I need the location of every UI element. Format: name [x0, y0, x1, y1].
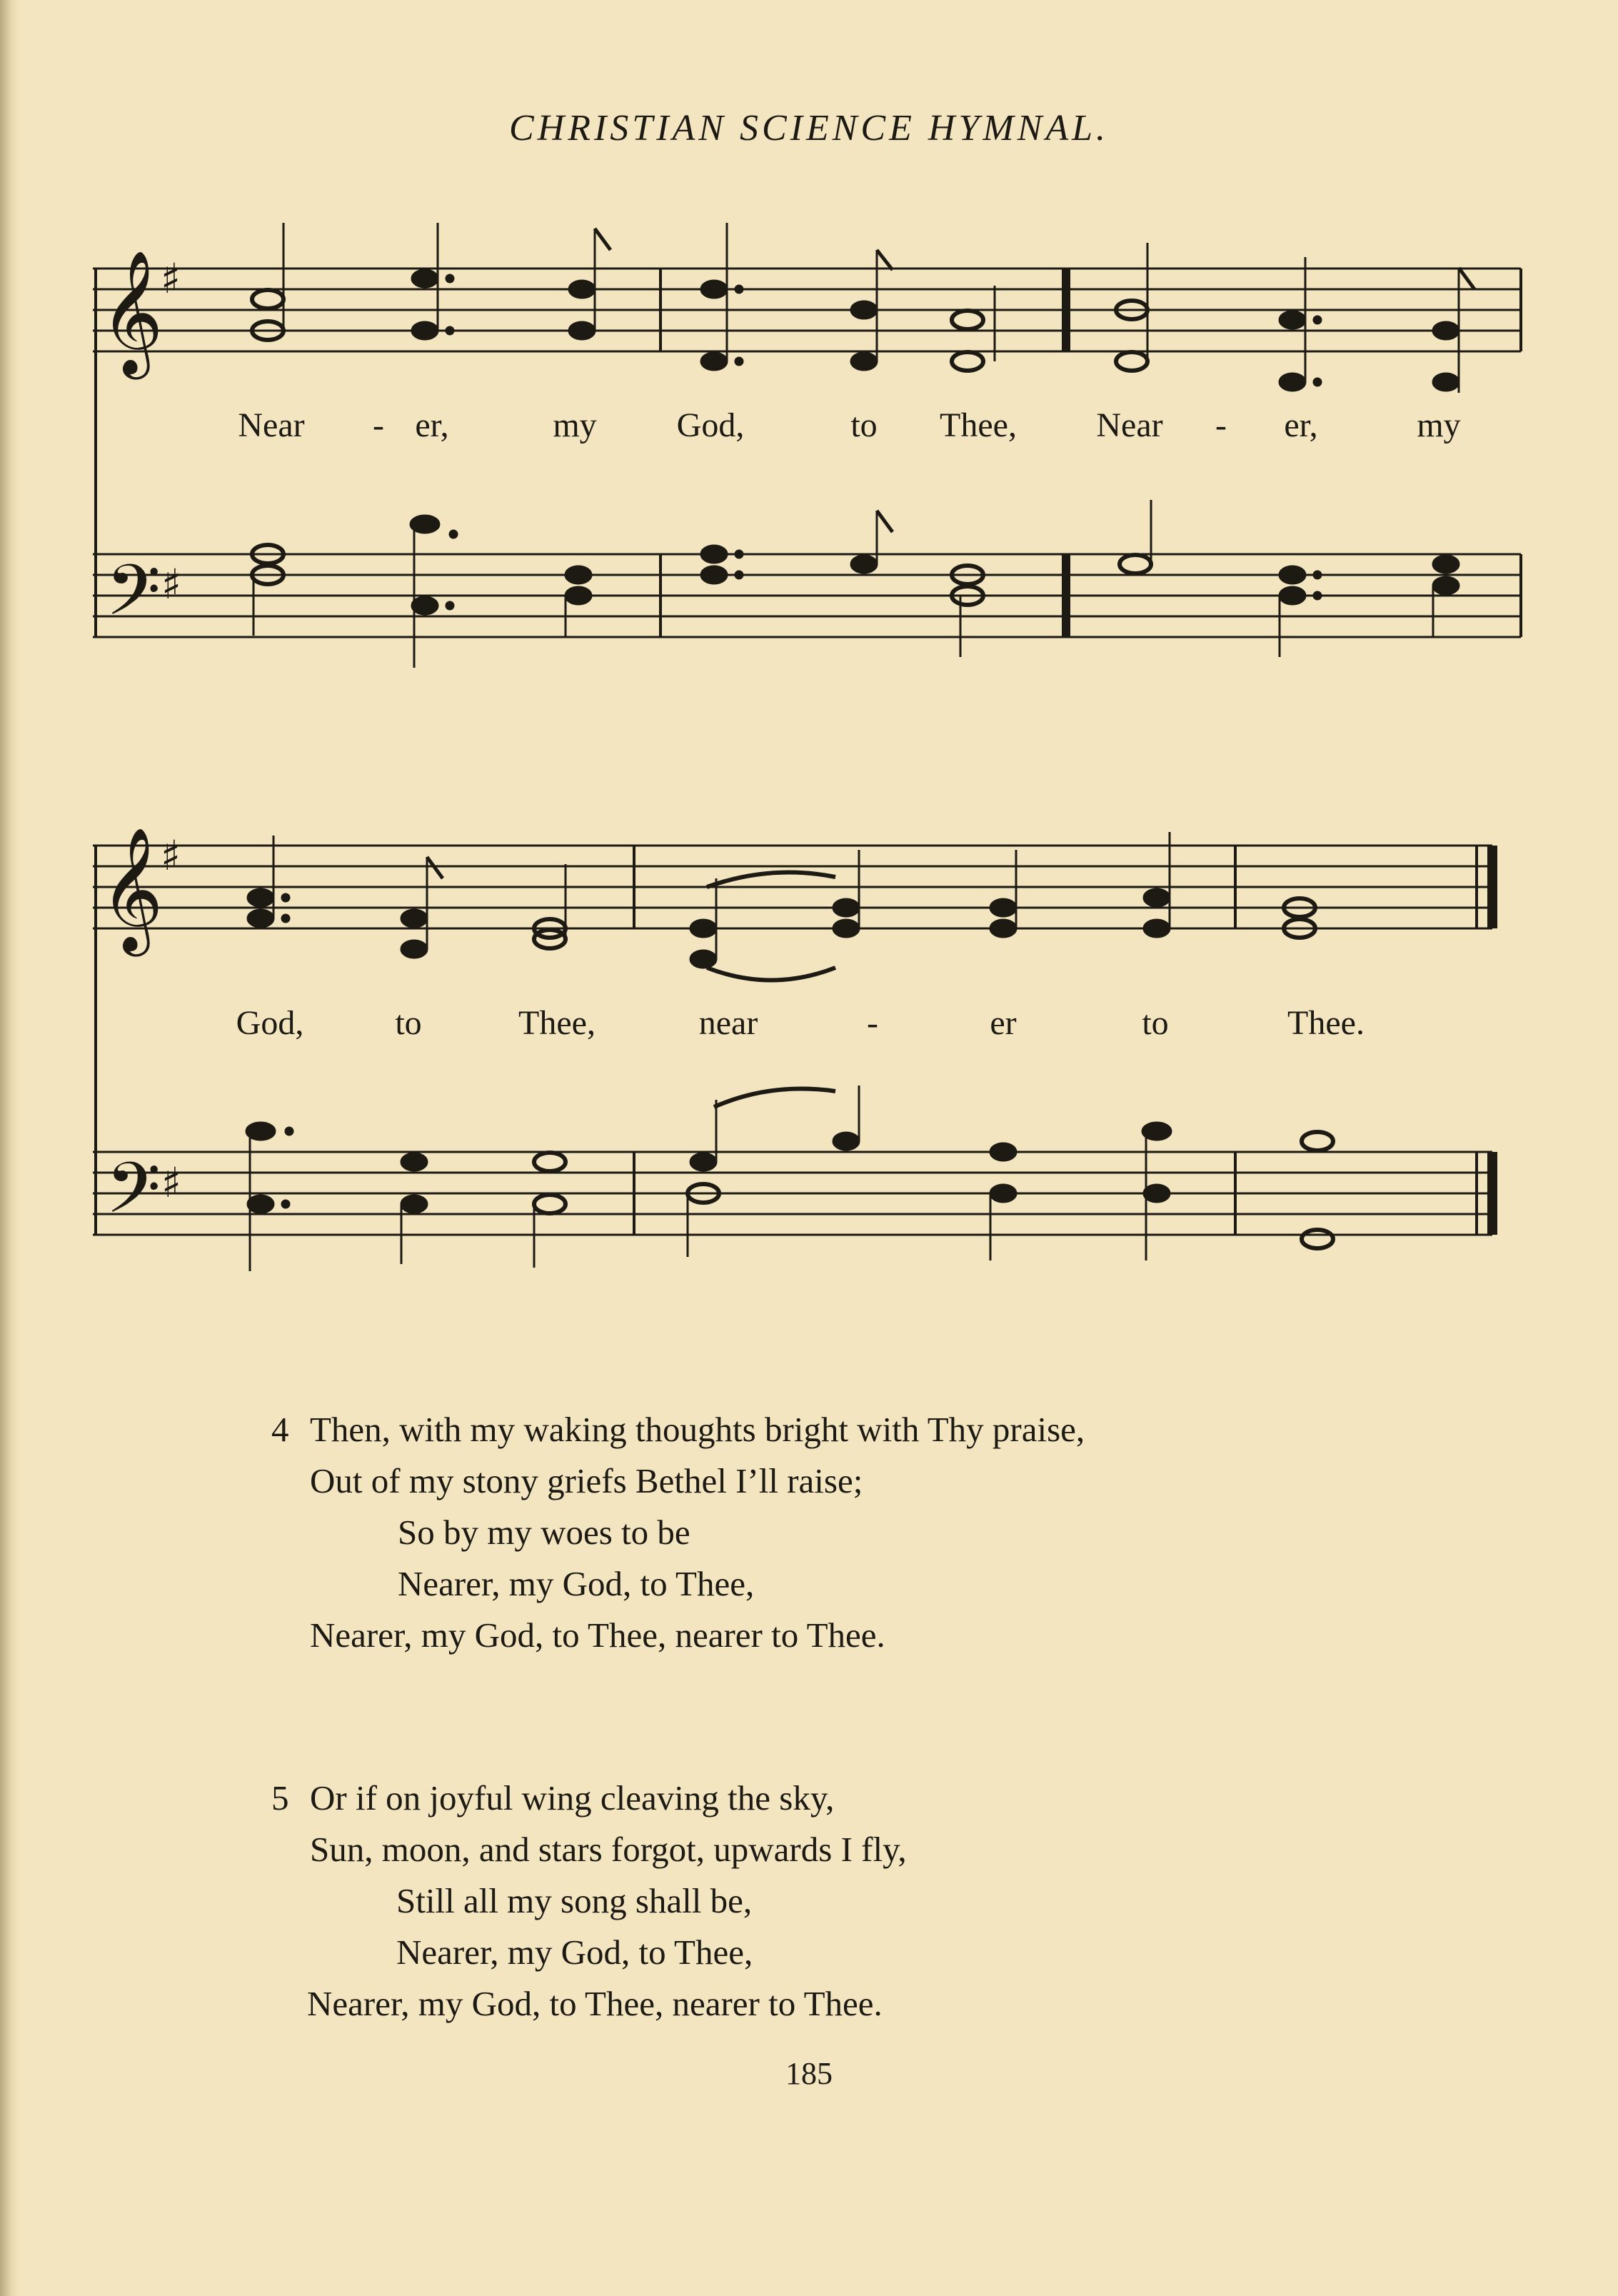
lyric-hyphen: -: [373, 406, 384, 444]
system-2-treble-staff: [93, 846, 1492, 928]
lyric-hyphen: -: [867, 1004, 878, 1042]
system-1-bass-sharp: ♯: [161, 560, 182, 608]
lyric-syllable: near: [698, 1004, 758, 1042]
system-1-treble-staff: [93, 269, 1521, 351]
lyric-syllable: my: [1417, 406, 1461, 444]
verse-line-text: So by my woes to be: [398, 1513, 690, 1552]
verse-line: [271, 1773, 907, 1824]
verse-line-text: Nearer, my God, to Thee, nearer to Thee.: [307, 1984, 883, 2023]
system-1-treble-sharp: ♯: [161, 254, 181, 303]
verse-line-text: Then, with my waking thoughts bright with Thy praise,: [310, 1410, 1085, 1449]
verse-line: [271, 1455, 1085, 1507]
system-1-bass-notes: [252, 500, 1459, 668]
system-2-treble-sharp: ♯: [161, 831, 181, 880]
system-2-bass-clef: 𝄢: [106, 1148, 161, 1247]
system-1-bass-staff: [93, 554, 1521, 637]
system-2-bass-staff: [93, 1152, 1492, 1235]
lyric-syllable: er: [990, 1004, 1017, 1042]
lyric-syllable: Thee,: [518, 1004, 596, 1042]
verse-line: [271, 1927, 907, 1978]
verse-line: [271, 1404, 1085, 1455]
lyric-syllable: to: [1142, 1004, 1169, 1042]
lyric-syllable: to: [850, 406, 878, 444]
lyric-syllable: er,: [415, 406, 449, 444]
verse-line-text: Out of my stony griefs Bethel I’ll raise;: [310, 1461, 863, 1500]
lyric-syllable: God,: [676, 406, 745, 444]
lyric-syllable: to: [395, 1004, 422, 1042]
page-number: 185: [785, 2056, 833, 2091]
system-2-treble-notes: [248, 832, 1315, 981]
verse-line: [271, 1558, 1085, 1610]
system-1-bass-clef: 𝄢: [106, 550, 161, 649]
verse-line-text: Still all my song shall be,: [396, 1881, 753, 1920]
lyric-syllable: Thee,: [940, 406, 1017, 444]
verse-line-text: Nearer, my God, to Thee, nearer to Thee.: [310, 1615, 885, 1655]
lyric-syllable: Near: [238, 406, 305, 444]
lyric-syllable: er,: [1284, 406, 1318, 444]
verse-line-text: Nearer, my God, to Thee,: [396, 1932, 753, 1972]
verse-line-text: Nearer, my God, to Thee,: [398, 1564, 755, 1603]
lyric-syllable: my: [553, 406, 597, 444]
lyric-syllable: God,: [236, 1004, 304, 1042]
verse-line-text: Or if on joyful wing cleaving the sky,: [310, 1778, 835, 1818]
verse-number: 4: [271, 1410, 289, 1449]
system-2-treble-clef: 𝄞: [100, 827, 164, 951]
lyric-syllable: Near: [1096, 406, 1163, 444]
system-1-treble-clef: 𝄞: [100, 250, 164, 374]
verse-5: [271, 1773, 907, 2030]
verse-4: [271, 1404, 1085, 1661]
verse-line: [271, 1507, 1085, 1558]
verse-line: [271, 1978, 907, 2030]
system-1-treble-notes: [252, 223, 1474, 393]
verse-line-text: Sun, moon, and stars forgot, upwards I fly,: [310, 1830, 907, 1869]
system-1-barlines: [660, 269, 1521, 637]
verse-line: [271, 1824, 907, 1875]
verse-line: [271, 1610, 1085, 1661]
verse-number: 5: [271, 1778, 289, 1818]
running-title: CHRISTIAN SCIENCE HYMNAL.: [508, 108, 1110, 149]
lyric-syllable: Thee.: [1287, 1004, 1365, 1042]
system-2-bass-sharp: ♯: [161, 1158, 182, 1207]
lyric-hyphen: -: [1215, 406, 1227, 444]
verse-line: [271, 1875, 907, 1927]
system-2-bass-notes: [246, 1086, 1333, 1271]
